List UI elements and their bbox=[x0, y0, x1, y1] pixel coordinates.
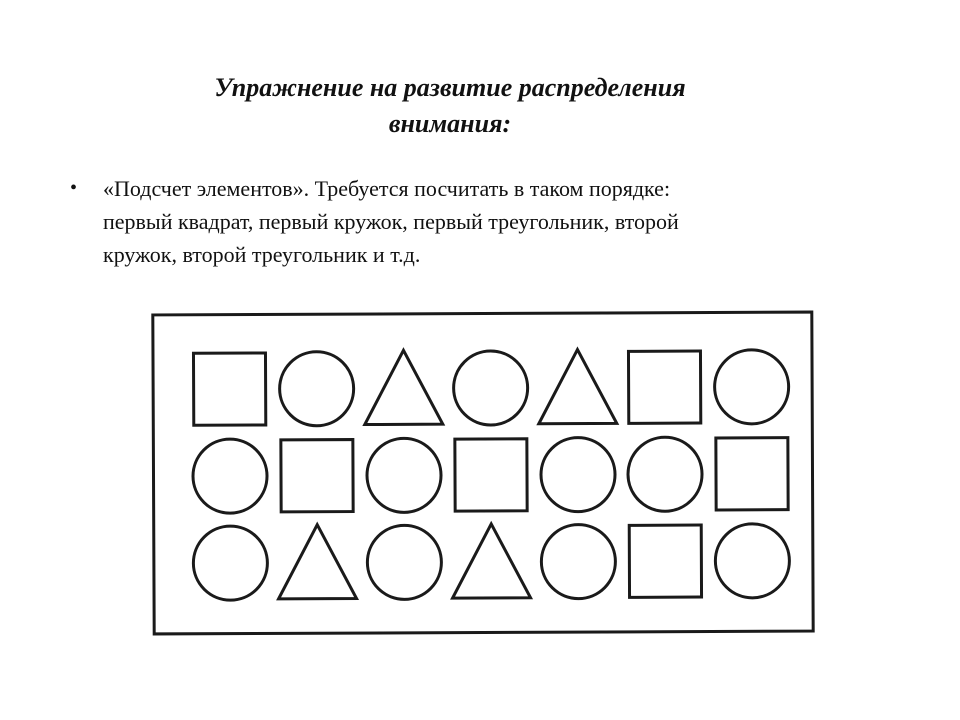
shape-triangle-r1-c3 bbox=[364, 350, 442, 424]
shape-circle-r1-c2 bbox=[279, 352, 353, 426]
bullet-item bbox=[70, 172, 870, 271]
bullet-marker: • bbox=[70, 177, 78, 199]
shape-triangle-r1-c5 bbox=[538, 349, 616, 423]
title-line-1: Упражнение на развитие распределения bbox=[214, 73, 686, 102]
shape-square-r2-c7 bbox=[716, 438, 788, 510]
shape-square-r3-c6 bbox=[629, 525, 701, 597]
shape-circle-r1-c4 bbox=[453, 351, 527, 425]
shape-circle-r2-c6 bbox=[628, 437, 702, 511]
bullet-text bbox=[103, 172, 870, 271]
shape-circle-r2-c3 bbox=[367, 438, 441, 512]
shape-square-r1-c1 bbox=[193, 353, 265, 425]
bullet-line-1: «Подсчет элементов». Требуется посчитать в таком порядке: bbox=[103, 176, 671, 201]
shape-circle-r1-c7 bbox=[714, 350, 788, 424]
slide-title bbox=[100, 70, 800, 142]
shape-triangle-r3-c2 bbox=[278, 525, 356, 599]
bullet-line-2: первый квадрат, первый кружок, первый треугольник, второй bbox=[103, 209, 679, 234]
title-line-2: внимания: bbox=[388, 109, 512, 138]
shape-square-r1-c6 bbox=[628, 351, 700, 423]
shape-square-r2-c4 bbox=[455, 439, 527, 511]
shape-square-r2-c2 bbox=[281, 440, 353, 512]
shape-circle-r3-c1 bbox=[193, 526, 267, 600]
shape-circle-r2-c1 bbox=[193, 439, 267, 513]
shapes-figure bbox=[151, 311, 814, 636]
shapes-grid bbox=[154, 314, 811, 633]
shape-circle-r3-c3 bbox=[367, 525, 441, 599]
bullet-line-3: кружок, второй треугольник и т.д. bbox=[103, 242, 421, 267]
shape-circle-r3-c5 bbox=[541, 524, 615, 598]
shape-circle-r2-c5 bbox=[541, 437, 615, 511]
shape-triangle-r3-c4 bbox=[452, 524, 530, 598]
shape-circle-r3-c7 bbox=[715, 524, 789, 598]
